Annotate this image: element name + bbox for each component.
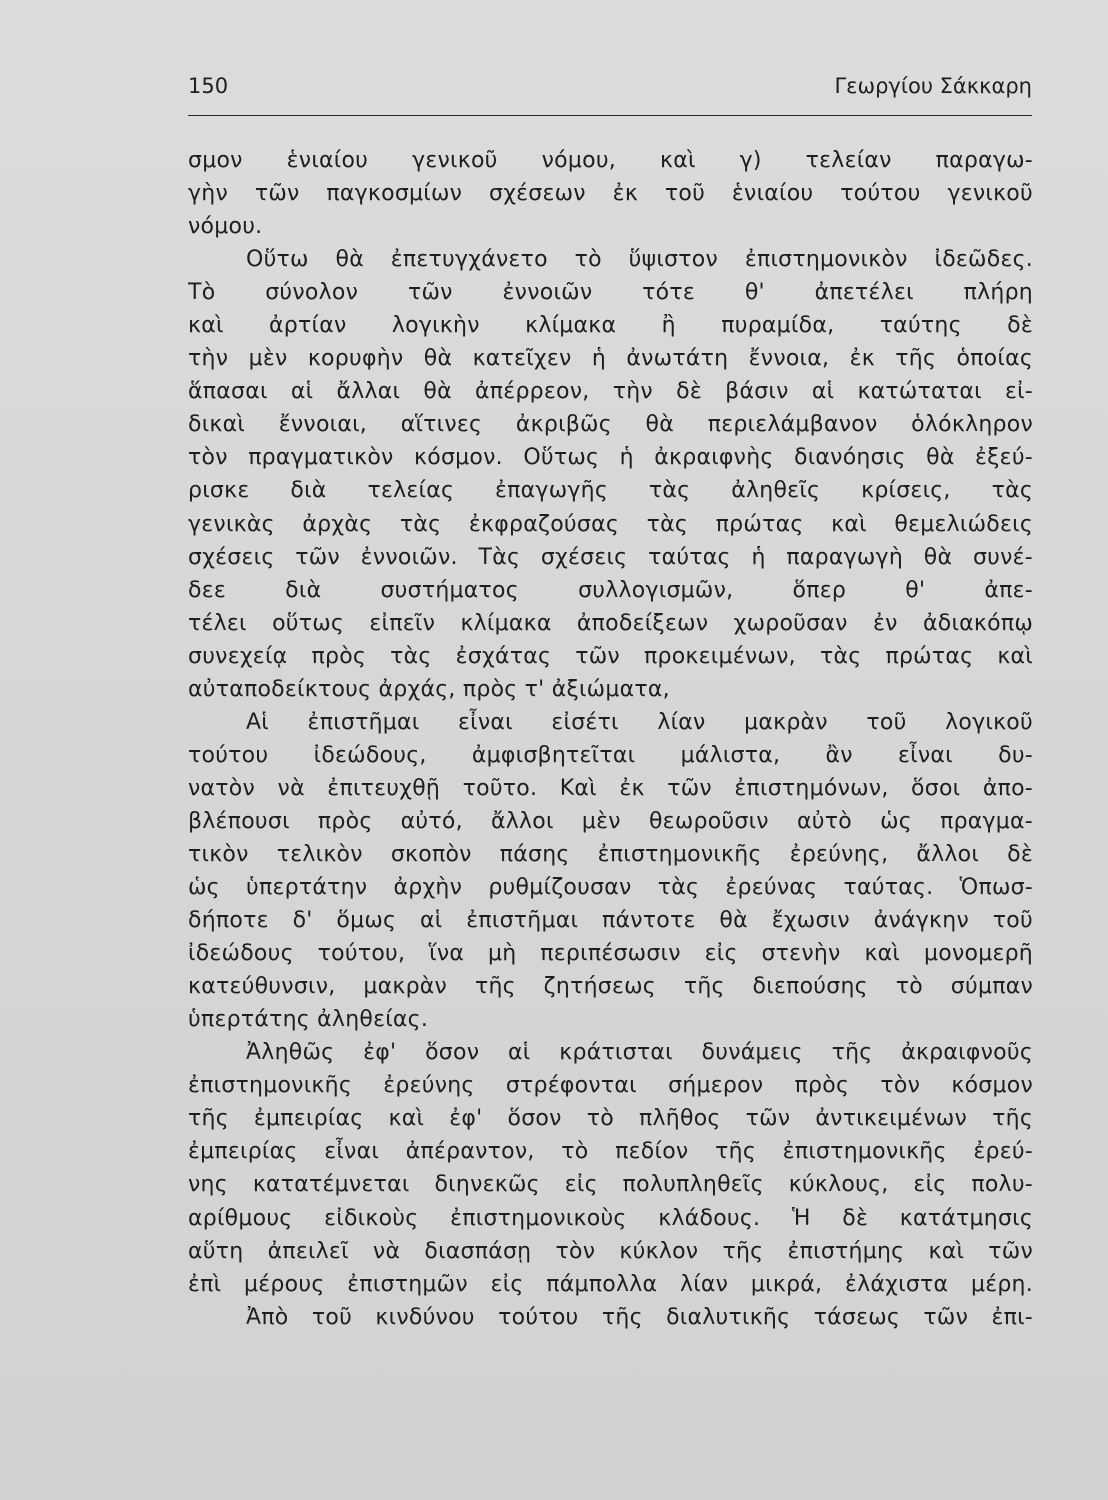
text-line: νατὸν νὰ ἐπιτευχθῇ τοῦτο. Καὶ ἐκ τῶν ἐπιστημόνων, ὅσοι ἀπο- bbox=[188, 775, 1033, 801]
text-line: ρισκε διὰ τελείας ἐπαγωγῆς τὰς ἀληθεῖς κρίσεις, τὰς bbox=[188, 478, 1033, 504]
text-line: τέλει οὕτως εἰπεῖν κλίμακα ἀποδείξεων χωροῦσαν ἐν ἀδιακόπῳ bbox=[188, 610, 1033, 636]
text-line: δεε διὰ συστήματος συλλογισμῶν, ὅπερ θ' ἀπε- bbox=[188, 577, 1033, 603]
text-line: Ἀληθῶς ἐφ' ὅσον αἱ κράτισται δυνάμεις τῆς ἀκραιφνοῦς bbox=[246, 1040, 1033, 1066]
text-line: ὡς ὑπερτάτην ἀρχὴν ρυθμίζουσαν τὰς ἐρεύνας ταύτας. Ὁπωσ- bbox=[188, 875, 1033, 901]
text-line: νης κατατέμνεται διηνεκῶς εἰς πολυπληθεῖς κύκλους, εἰς πολυ- bbox=[188, 1172, 1033, 1198]
text-line: νόμου. bbox=[188, 214, 263, 240]
text-line: Ἀπὸ τοῦ κινδύνου τούτου τῆς διαλυτικῆς τάσεως τῶν ἐπι- bbox=[246, 1304, 1033, 1330]
text-line: ὑπερτάτης ἀληθείας. bbox=[188, 1007, 429, 1033]
text-line: σχέσεις τῶν ἐννοιῶν. Τὰς σχέσεις ταύτας ἡ παραγωγὴ θὰ συνέ- bbox=[188, 544, 1033, 570]
text-line: σμον ἑνιαίου γενικοῦ νόμου, καὶ γ) τελείαν παραγω- bbox=[188, 148, 1033, 173]
text-line: αὕτη ἀπειλεῖ νὰ διασπάσῃ τὸν κύκλον τῆς ἐπιστήμης καὶ τῶν bbox=[188, 1238, 1033, 1264]
text-line: ἐμπειρίας εἶναι ἀπέραντον, τὸ πεδίον τῆς ἐπιστημονικῆς ἐρεύ- bbox=[188, 1139, 1033, 1165]
text-line: ἰδεώδους τούτου, ἵνα μὴ περιπέσωσιν εἰς στενὴν καὶ μονομερῆ bbox=[188, 941, 1033, 967]
text-line: ἅπασαι αἱ ἄλλαι θὰ ἀπέρρεον, τὴν δὲ βάσιν αἱ κατώταται εἰ- bbox=[188, 379, 1033, 405]
text-line: τικὸν τελικὸν σκοπὸν πάσης ἐπιστημονικῆς ἐρεύνης, ἄλλοι δὲ bbox=[188, 841, 1033, 867]
text-line: τῆς ἐμπειρίας καὶ ἐφ' ὅσον τὸ πλῆθος τῶν ἀντικειμένων τῆς bbox=[188, 1106, 1033, 1132]
text-line: αὐταποδείκτους ἀρχάς, πρὸς τ' ἀξιώματα, bbox=[188, 676, 670, 702]
text-line: αρίθμους εἰδικοὺς ἐπιστημονικοὺς κλάδους. Ἡ δὲ κατάτμησις bbox=[188, 1205, 1033, 1231]
text-line: δικαὶ ἔννοιαι, αἵτινες ἀκριβῶς θὰ περιελάμβανον ὁλόκληρον bbox=[188, 412, 1033, 438]
text-line: δήποτε δ' ὅμως αἱ ἐπιστῆμαι πάντοτε θὰ ἔχωσιν ἀνάγκην τοῦ bbox=[188, 908, 1033, 934]
text-line: κατεύθυνσιν, μακρὰν τῆς ζητήσεως τῆς διεπούσης τὸ σύμπαν bbox=[188, 974, 1033, 1000]
text-line: Αἱ ἐπιστῆμαι εἶναι εἰσέτι λίαν μακρὰν τοῦ λογικοῦ bbox=[246, 709, 1033, 735]
text-line: τούτου ἰδεώδους, ἀμφισβητεῖται μάλιστα, ἂν εἶναι δυ- bbox=[188, 742, 1033, 768]
page-header bbox=[188, 74, 1032, 106]
text-line: ἐπὶ μέρους ἐπιστημῶν εἰς πάμπολλα λίαν μικρά, ἐλάχιστα μέρη. bbox=[188, 1271, 1033, 1297]
header-rule bbox=[188, 115, 1032, 116]
text-line: καὶ ἀρτίαν λογικὴν κλίμακα ἢ πυραμίδα, ταύτης δὲ bbox=[188, 313, 1033, 339]
running-head: Γεωργίου Σάκκαρη bbox=[834, 74, 1032, 98]
text-line: βλέπουσι πρὸς αὐτό, ἄλλοι μὲν θεωροῦσιν αὐτὸ ὡς πραγμα- bbox=[188, 808, 1033, 834]
text-line: Τὸ σύνολον τῶν ἐννοιῶν τότε θ' ἀπετέλει πλήρη bbox=[188, 280, 1033, 306]
text-line: τὸν πραγματικὸν κόσμον. Οὕτως ἡ ἀκραιφνὴς διανόησις θὰ ἐξεύ- bbox=[188, 445, 1033, 471]
page-number: 150 bbox=[188, 74, 229, 98]
text-line: ἐπιστημονικῆς ἐρεύνης στρέφονται σήμερον πρὸς τὸν κόσμον bbox=[188, 1073, 1033, 1099]
text-line: γενικὰς ἀρχὰς τὰς ἐκφραζούσας τὰς πρώτας καὶ θεμελιώδεις bbox=[188, 511, 1033, 537]
text-line: συνεχείᾳ πρὸς τὰς ἐσχάτας τῶν προκειμένων, τὰς πρώτας καὶ bbox=[188, 643, 1033, 669]
text-line: Οὕτω θὰ ἐπετυγχάνετο τὸ ὕψιστον ἐπιστημονικὸν ἰδεῶδες. bbox=[246, 247, 1033, 273]
text-line: γὴν τῶν παγκοσμίων σχέσεων ἐκ τοῦ ἑνιαίου τούτου γενικοῦ bbox=[188, 181, 1033, 207]
text-line: τὴν μὲν κορυφὴν θὰ κατεῖχεν ἡ ἀνωτάτη ἔννοια, ἐκ τῆς ὁποίας bbox=[188, 346, 1033, 372]
body-text bbox=[188, 144, 1033, 1334]
